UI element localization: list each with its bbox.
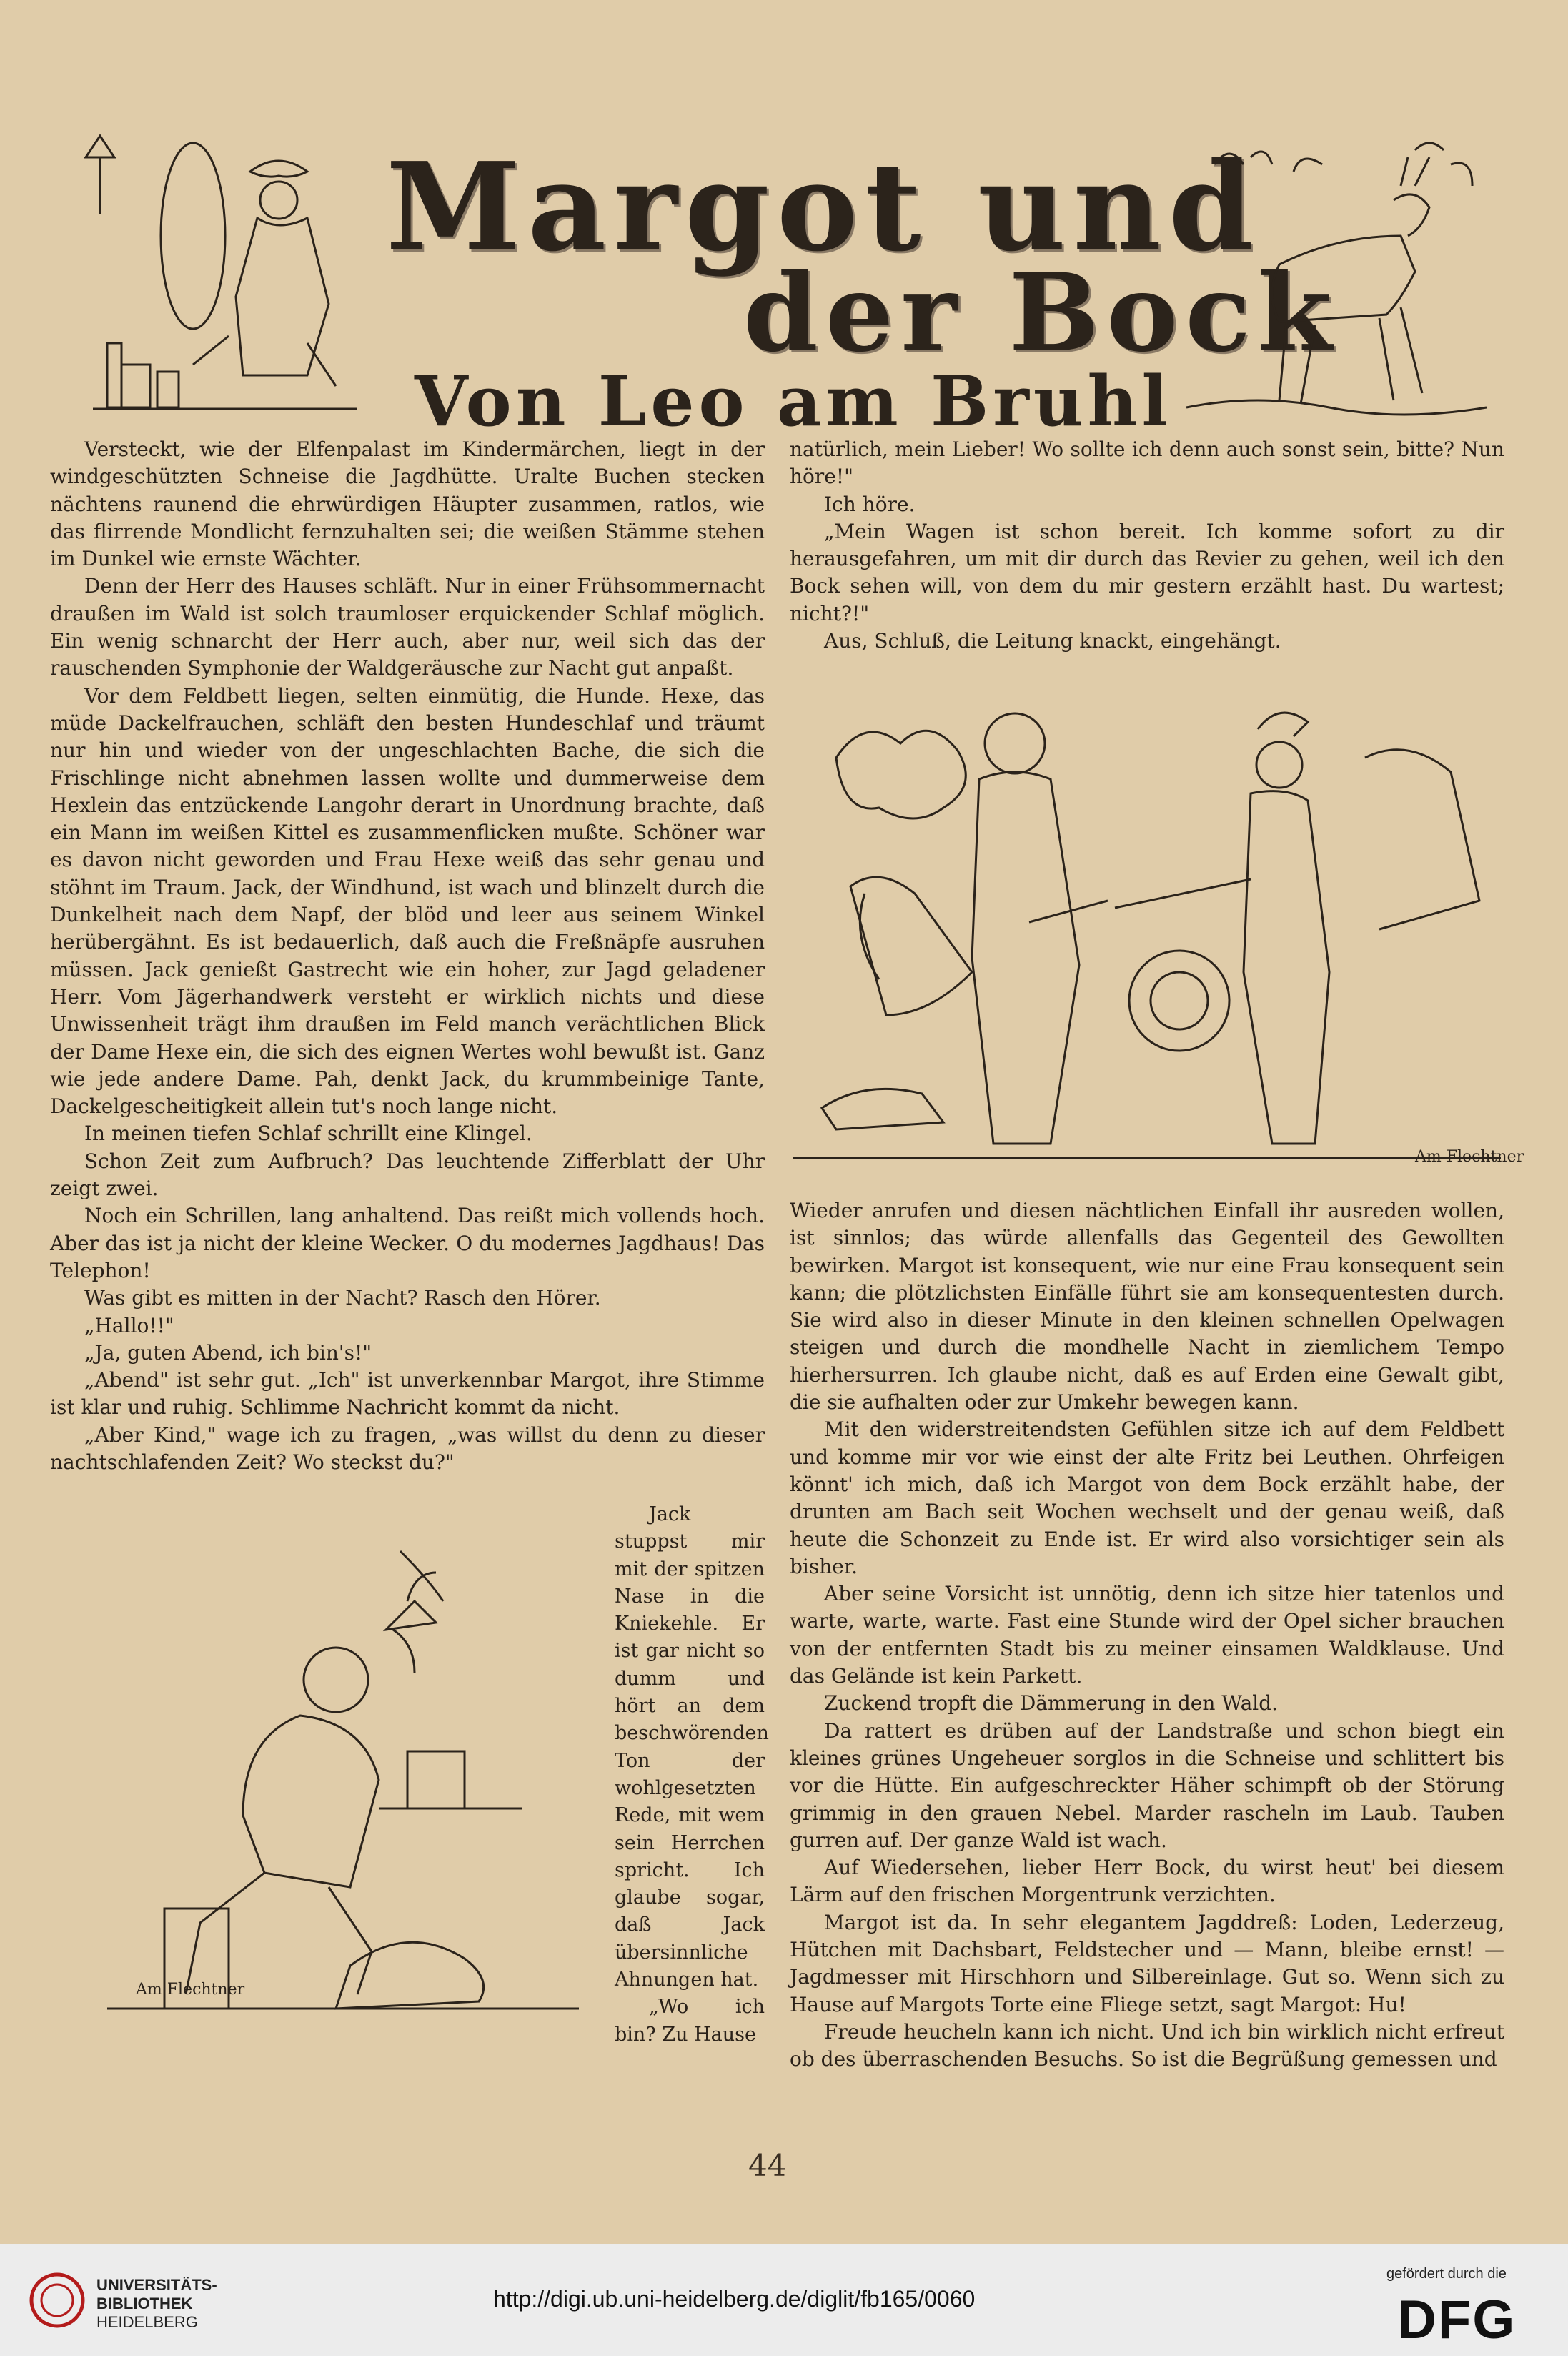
page-number: 44	[748, 2148, 787, 2183]
paragraph: „Hallo!!"	[84, 1313, 174, 1337]
woman-at-mirror-illustration	[71, 129, 372, 422]
paragraph: „Abend" ist sehr gut. „Ich" ist unverkennbar Margot, ihre Stimme ist klar und ruhig. Schlimme Nachricht kommt da nicht.	[50, 1368, 765, 1420]
paragraph: Denn der Herr des Hauses schläft. Nur in einer Frühsommernacht draußen im Wald ist solch traumloser erquickender Schlaf möglich. Ein wenig schnarcht der Herr auch, aber nur, weil sich das der rauschenden Symphonie der Waldgeräusche zur Nacht gut anpaßt.	[50, 574, 765, 680]
paragraph: „Aber Kind," wage ich zu fragen, „was willst du denn zu dieser nachtschlafenden Zeit? Wo steckst du?"	[50, 1422, 765, 1474]
svg-text:Am Flechtner: Am Flechtner	[136, 1981, 245, 1999]
paragraph: natürlich, mein Lieber! Wo sollte ich denn auch sonst sein, bitte? Nun höre!"	[790, 437, 1504, 489]
paragraph: Jack stuppst mir mit der spitzen Nase in die Kniekehle. Er ist gar nicht so dumm und hört an dem beschwörenden Ton der wohlgesetzten Rede, mit wem sein Herrchen spricht. Ich glaube sogar, daß Jack übersinnliche Ahnungen hat.	[615, 1503, 769, 1991]
article-column-1	[50, 436, 765, 1476]
paragraph: Auf Wiedersehen, lieber Herr Bock, du wirst heut' bei diesem Lärm auf den frischen Morgentrunk verzichten.	[790, 1856, 1504, 1907]
paragraph: Margot ist da. In sehr elegantem Jagddreß: Loden, Lederzeug, Hütchen mit Dachsbart, Feldstecher und — Mann, bleibe ernst! — Jagdmesser mit Hirschhorn und Silbereinlage. Gut so. Wenn sich zu Hause auf Margots Torte eine Fliege setzt, sagt Margot: Hu!	[790, 1910, 1504, 2016]
paragraph: „Ja, guten Abend, ich bin's!"	[84, 1340, 372, 1365]
source-url-link[interactable]: http://digi.ub.uni-heidelberg.de/diglit/fb165/0060	[493, 2286, 976, 2312]
roebuck-illustration	[1186, 136, 1494, 429]
handshake-by-car-illustration	[793, 658, 1524, 1179]
funding-note: gefördert durch die	[1386, 2266, 1507, 2282]
article-column-2-lower	[790, 1197, 1504, 2074]
svg-text:Am Flechtner: Am Flechtner	[1415, 1148, 1524, 1166]
paragraph: Da rattert es drüben auf der Landstraße und schon biegt ein kleines grünes Ungeheuer sorglos in die Schneise und schlittert bis vor die Hütte. Ein aufgeschreckter Häher schimpft ob der Störung grimmig in den grauen Nebel. Marder rascheln im Laub. Tauben gurren auf. Der ganze Wald ist wach.	[790, 1718, 1504, 1852]
paragraph: Wieder anrufen und diesen nächtlichen Einfall ihr ausreden wollen, ist sinnlos; das würde allenfalls das Gegenteil des Gewollten bewirken. Margot ist konsequent, wie nur eine Frau konsequent sein kann; die plötzlichsten Einfälle führt sie am konsequentesten durch. Sie wird also in dieser Minute in den kleinen schnellen Opelwagen steigen und durch die mondhelle Nacht in ziemlichem Tempo hierhersurren. Ich glaube nicht, daß es auf Erden eine Gewalt gibt, die sie aufhalten oder zur Umkehr bewegen kann.	[790, 1199, 1504, 1415]
university-seal-icon	[29, 2272, 86, 2329]
library-footer	[0, 2244, 1568, 2356]
paragraph: „Wo ich bin? Zu Hause	[615, 1996, 765, 2046]
paragraph: Aber seine Vorsicht ist unnötig, denn ich sitze hier tatenlos und warte, warte, warte. Fast eine Stunde wird der Opel sicher brauchen von der entfernten Stadt bis zu meiner einsamen Waldklause. Und das Gelände ist kein Parkett.	[790, 1582, 1504, 1688]
paragraph: Versteckt, wie der Elfenpalast im Kindermärchen, liegt in der windgeschützten Schneise die Jagdhütte. Uralte Buchen stecken nächtens raunend die ehrwürdigen Häupter zusammen, ratlos, wie das flirrende Mondlicht fernzuhalten sei; die weißen Stämme stehen im Dunkel wie ernste Wächter.	[50, 437, 765, 571]
paragraph: Aus, Schluß, die Leitung knackt, eingehängt.	[824, 629, 1281, 653]
paragraph: Zuckend tropft die Dämmerung in den Wald.	[824, 1691, 1279, 1716]
university-library-name: UNIVERSITÄTS- BIBLIOTHEK HEIDELBERG	[96, 2276, 217, 2331]
article-title-line-2: der Bock	[743, 250, 1339, 376]
paragraph: Vor dem Feldbett liegen, selten einmütig, die Hunde. Hexe, das müde Dackelfrauchen, schläft den besten Hundeschlaf und träumt nur hin und wieder von der ungeschlachten Bache, die sich die Frischlinge nicht abnehmen lassen wollte und dummerweise dem Hexlein das entzückende Langohr derart in Unordnung brachte, daß ein Mann im weißen Kittel es zusammenflicken mußte. Schöner war es davon nicht geworden und Frau Hexe weiß das sehr genau und stöhnt im Traum. Jack, der Windhund, ist wach und blinzelt durch die Dunkelheit nach dem Napf, der blöd und leer aus seinem Winkel herübergähnt. Es ist bedauerlich, daß auch die Freßnäpfe ausruhen müssen. Jack genießt Gastrecht wie ein hoher, zur Jagd geladener Herr. Vom Jägerhandwerk versteht er wirklich nichts und diese Unwissenheit trägt ihm draußen im Feld manch verächtlichen Blick der Dame Hexe ein, die sich des eignen Wertes wohl bewußt ist. Ganz wie jede andere Dame. Pah, denkt Jack, du krummbeinige Tante, Dackelgescheitigkeit allein tut's noch lange nicht.	[50, 683, 765, 1119]
dfg-logo: DFG	[1397, 2290, 1517, 2350]
article-column-1-wrap	[615, 1501, 769, 2049]
article-byline: Von Leo am Bruhl	[415, 361, 1172, 442]
paragraph: Noch ein Schrillen, lang anhaltend. Das reißt mich vollends hoch. Aber das ist ja nicht der kleine Wecker. O du modernes Jagdhaus! Das Telephon!	[50, 1204, 765, 1282]
paragraph: Schon Zeit zum Aufbruch? Das leuchtende Zifferblatt der Uhr zeigt zwei.	[50, 1149, 765, 1201]
paragraph: In meinen tiefen Schlaf schrillt eine Klingel.	[84, 1122, 532, 1146]
article-title-line-1: Margot und	[386, 136, 1261, 279]
article-column-2	[790, 436, 1504, 655]
paragraph: Freude heucheln kann ich nicht. Und ich bin wirklich nicht erfreut ob des überraschenden Besuchs. So ist die Begrüßung gemessen und	[790, 2019, 1504, 2072]
paragraph: Mit den widerstreitendsten Gefühlen sitze ich auf dem Feldbett und komme mir vor wie einst der alte Fritz bei Leuthen. Ohrfeigen könnt' ich mich, daß ich Margot von dem Bock erzählt habe, der drunten am Bach seit Wochen wechselt und der genau weiß, daß heute die Schonzeit zu Ende ist. Er wird also vorsichtiger sein als bisher.	[790, 1417, 1504, 1578]
paragraph: Was gibt es mitten in der Nacht? Rasch den Hörer.	[84, 1286, 601, 1310]
paragraph: „Mein Wagen ist schon bereit. Ich komme sofort zu dir herausgefahren, um mit dir durch das Revier zu gehen, weil ich den Bock sehen will, von dem du mir gestern erzählt hast. Du wartest; nicht?!"	[790, 519, 1504, 625]
paragraph: Ich höre.	[824, 492, 916, 516]
title-header	[71, 122, 1494, 442]
man-on-telephone-illustration	[93, 1537, 586, 2023]
